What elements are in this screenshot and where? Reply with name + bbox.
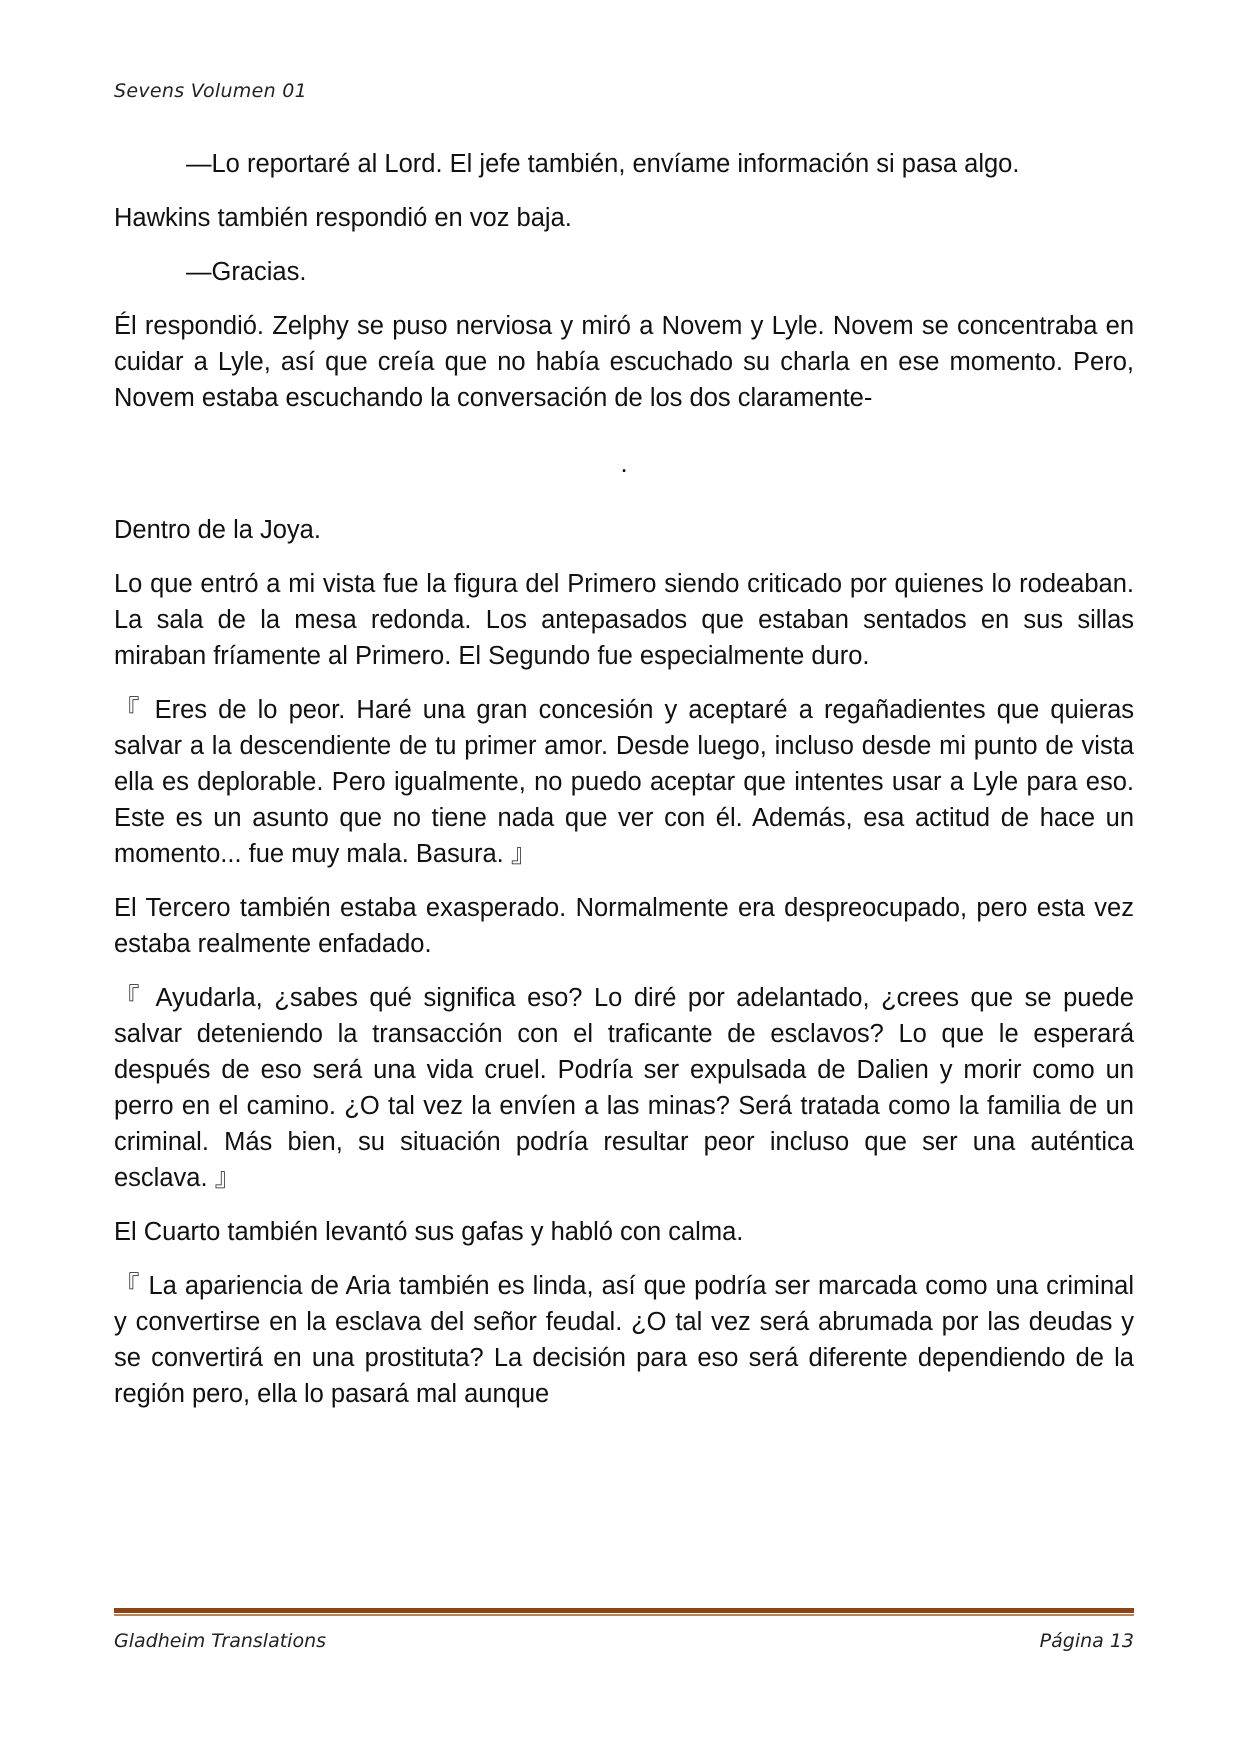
- running-header: Sevens Volumen 01: [114, 80, 308, 102]
- footer-rule-thin: [114, 1614, 1134, 1616]
- paragraph: —Gracias.: [186, 258, 307, 286]
- paragraph: Lo que entró a mi vista fue la figura del Primero siendo criticado por quienes lo rodeaban. La sala de la mesa redonda. Los antepasados que estaban sentados en sus sillas miraban fríamente al Primero. El Segundo fue especialmente duro.: [114, 570, 1134, 670]
- paragraph: 『 Eres de lo peor. Haré una gran concesión y aceptaré a regañadientes que quieras salvar a la descendiente de tu primer amor. Desde luego, incluso desde mi punto de vista ella es deplorable. Pero igualmente, no puedo aceptar que intentes usar a Lyle para eso. Este es un asunto que no tiene nada que ver con él. Además, esa actitud de hace un momento... fue muy mala. Basura. 』: [114, 696, 1134, 868]
- paragraph: 『 La apariencia de Aria también es linda, así que podría ser marcada como una criminal y convertirse en la esclava del señor feudal. ¿O tal vez será abrumada por las deudas y se convertirá en una prostituta? La decisión para eso será diferente dependiendo de la región pero, ella lo pasará mal aunque: [114, 1272, 1134, 1408]
- paragraph: Hawkins también respondió en voz baja.: [114, 204, 572, 232]
- paragraph: Él respondió. Zelphy se puso nerviosa y miró a Novem y Lyle. Novem se concentraba en cuidar a Lyle, así que creía que no había escuchado su charla en ese momento. Pero, Novem estaba escuchando la conversación de los dos claramente-: [114, 312, 1134, 412]
- paragraph: El Cuarto también levantó sus gafas y habló con calma.: [114, 1218, 744, 1246]
- body-text: [114, 146, 1134, 1430]
- scene-separator: .: [620, 450, 628, 478]
- footer-rule: [114, 1608, 1134, 1613]
- paragraph: 『 Ayudarla, ¿sabes qué significa eso? Lo diré por adelantado, ¿crees que se puede salvar deteniendo la transacción con el traficante de esclavos? Lo que le esperará después de eso será una vida cruel. Podría ser expulsada de Dalien y morir como un perro en el camino. ¿O tal vez la envíen a las minas? Será tratada como la familia de un criminal. Más bien, su situación podría resultar peor incluso que ser una auténtica esclava. 』: [114, 984, 1134, 1192]
- paragraph: El Tercero también estaba exasperado. Normalmente era despreocupado, pero esta vez estaba realmente enfadado.: [114, 894, 1134, 958]
- paragraph: —Lo reportaré al Lord. El jefe también, envíame información si pasa algo.: [186, 150, 1020, 178]
- page-number: Página 13: [1039, 1630, 1134, 1652]
- footer-publisher: Gladheim Translations: [114, 1630, 327, 1652]
- paragraph: Dentro de la Joya.: [114, 516, 321, 544]
